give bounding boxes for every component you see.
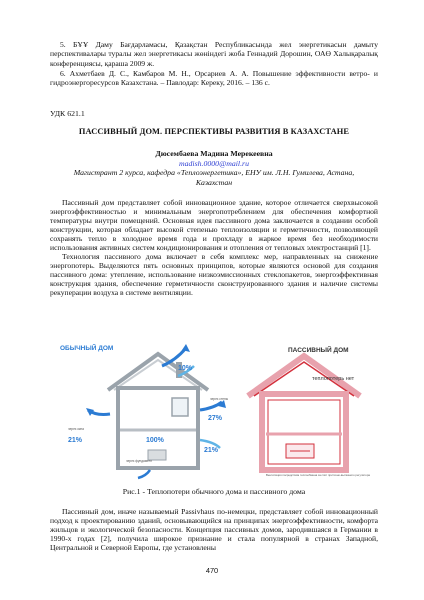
figure-illustration bbox=[50, 340, 378, 480]
ordinary-house-title: ОБЫЧНЫЙ ДОМ bbox=[60, 345, 114, 352]
wall-loss-percent: 27% bbox=[208, 415, 223, 422]
reference-5: 5. БҰҰ Даму Бағдарламасы, Қазақстан Республикасында жел энергетикасын дамыту перспективалары туралы жел энергетикасы жөніндегі жоба Геннадий Дорошин, ОАӨ Халықаралық конференциясы, қараша 2009 ж. bbox=[50, 40, 378, 68]
author-email: madish.0000@mail.ru bbox=[179, 158, 249, 168]
paragraph-3: Пассивный дом, иначе называемый Passivhaus по-немецки, представляет собой инновационный подход к проектированию зданий, основывающийся на принципах энергоэффективности, комфорта жильцов и экологической безопасности. Концепция пассивных домов, зародившаяся в Германии в 1990-х годах [2], получила широкое признание и стала популярной в странах Западной, Центральной и Северной Европы, где установлены bbox=[50, 507, 378, 553]
passive-house-title: ПАССИВНЫЙ ДОМ bbox=[288, 347, 349, 354]
paragraph-1: Пассивный дом представляет собой инновационное здание, которое отличается сверхвысокой энергоэффективностью и минимальным энергопотреблением для обеспечения комфортной температуры внутри помещений. Основная идея пассивного дома заключается в создании особой конструкции, которая обладает высокой степенью теплоизоляции и герметичности, позволяющей сохранять тепло в холодное время года и прохладу в жаркое время без необходимости использования активных систем кондиционирования и отопления от тепловых электростанций [1]. bbox=[50, 198, 378, 253]
window-loss-caption: через окна bbox=[68, 427, 84, 431]
floor-loss-caption: через фундамент bbox=[126, 459, 153, 463]
passive-house-note: теплопотерь нет bbox=[312, 376, 355, 382]
references bbox=[50, 40, 378, 88]
passive-house bbox=[248, 356, 360, 470]
ordinary-house bbox=[86, 344, 226, 478]
vent-loss-percent: 21% bbox=[204, 447, 219, 454]
body-text bbox=[50, 198, 378, 298]
article-title: ПАССИВНЫЙ ДОМ. ПЕРСПЕКТИВЫ РАЗВИТИЯ В КАЗАХСТАНЕ bbox=[78, 127, 350, 136]
floor-loss-percent: 100% bbox=[146, 437, 164, 444]
figure-caption: Рис.1 - Теплопотери обычного дома и пассивного дома bbox=[122, 487, 306, 496]
page-number: 470 bbox=[205, 566, 219, 575]
roof-loss-percent: 10% bbox=[178, 365, 193, 372]
figure-heat-loss bbox=[50, 340, 378, 480]
udk-code: УДК 621.1 bbox=[50, 109, 85, 118]
passive-ventilation-caption: Вентиляция посредством теплообмена за счёт приточно-вытяжного регулятора bbox=[266, 473, 370, 477]
author-country: Казахстан bbox=[195, 177, 233, 187]
wall-loss-caption: через стены bbox=[210, 397, 229, 401]
reference-6: 6. Ахметбаев Д. С., Камбаров М. Н., Орсариев А. А. Повышение эффективности ветро- и гидроэнергоресурсов Казахстана. – Павлодар: Кереку, 2016. – 136 с. bbox=[50, 68, 378, 88]
author-name: Дюсембаева Мадина Мерекеевна bbox=[155, 149, 273, 158]
window-loss-percent: 21% bbox=[68, 437, 83, 444]
author-affiliation: Магистрант 2 курса, кафедра «Теплоэнергетика», ЕНУ им. Л.Н. Гумилева, Астана, bbox=[73, 168, 355, 178]
author-block bbox=[50, 149, 378, 187]
paragraph-2: Технология пассивного дома включает в себя комплекс мер, направленных на снижение энергопотерь. Выделяются пять основных принципов, которые являются основой для создания пассивного дома: утепление, использование низкоэмиссионных стеклопакетов, энергоэффективная конструкция здания, обеспечение герметичности сконструированного здания и наличие системы рекуперации воздуха в системе вентиляции. bbox=[50, 252, 378, 298]
body-text-continued bbox=[50, 507, 378, 552]
